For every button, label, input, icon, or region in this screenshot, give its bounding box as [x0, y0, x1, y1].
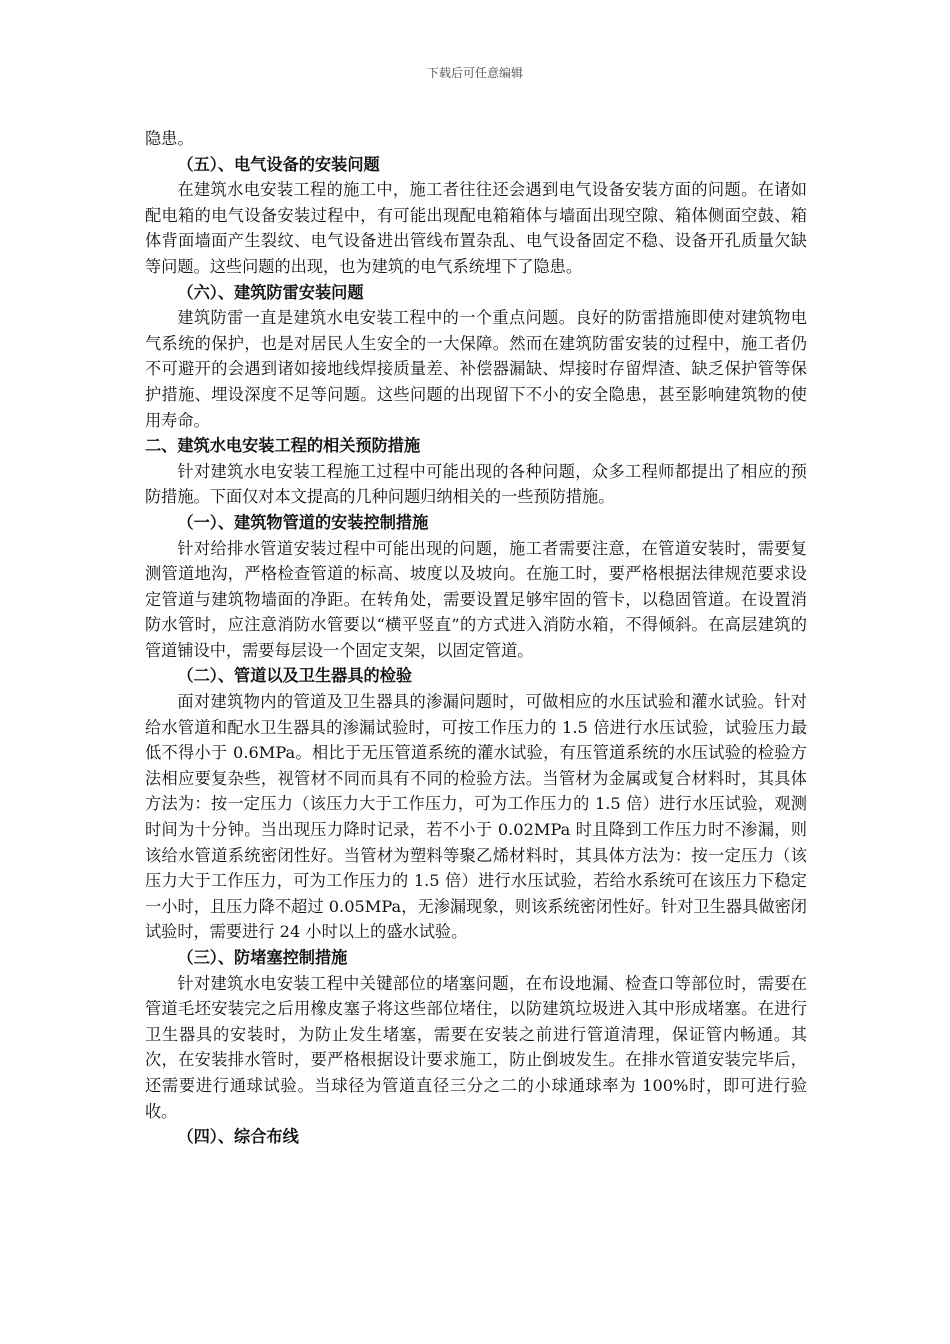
document-body — [145, 126, 807, 1150]
heading-subsection-2: （二）、管道以及卫生器具的检验 — [177, 666, 413, 686]
heading-section-6: （六）、建筑防雷安装问题 — [177, 282, 364, 302]
paragraph-continuation: 隐患。 — [145, 129, 194, 148]
heading-subsection-1: （一）、建筑物管道的安装控制措施 — [177, 512, 429, 532]
page-header: 下载后可任意编辑 — [426, 66, 523, 80]
paragraph-anti-blockage: 针对建筑水电安装工程中关键部位的堵塞问题，在布设地漏、检查口等部位时，需要在管道毛坯安装完之后用橡皮塞子将这些部位堵住，以防建筑垃圾进入其中形成堵塞。在进行卫生器具的安装时，为防止发生堵塞，需要在安装之前进行管道清理，保证管内畅通。其次，在安装排水管时，要严格根据设计要求施工，防止倒坡发生。在排水管道安装完毕后，还需要进行通球试验。当球径为管道直径三分之二的小球通球率为 100%时，即可进行验收。 — [145, 973, 807, 1121]
paragraph-pipe-inspection: 面对建筑物内的管道及卫生器具的渗漏问题时，可做相应的水压试验和灌水试验。针对给水管道和配水卫生器具的渗漏试验时，可按工作压力的 1.5 倍进行水压试验，试验压力最低不得小于 0.6MPa。相比于无压管道系统的灌水试验，有压管道系统的水压试验的检验方法相应要复杂些，视管材不同而具有不同的检验方法。当管材为金属或复合材料时，其具体方法为：按一定压力（该压力大于工作压力，可为工作压力的 1.5 倍）进行水压试验，观测时间为十分钟。当出现压力降时记录，若不小于 0.02MPa 时且降到工作压力时不渗漏，则该给水管道系统密闭性好。当管材为塑料等聚乙烯材料时，其具体方法为：按一定压力（该压力大于工作压力，可为工作压力的 1.5 倍）进行水压试验，若给水系统可在该压力下稳定一小时，且压力降不超过 0.05MPa，无渗漏现象，则该系统密闭性好。针对卫生器具做密闭试验时，需要进行 24 小时以上的盛水试验。 — [145, 692, 807, 942]
paragraph-pipe-installation: 针对给排水管道安装过程中可能出现的问题，施工者需要注意，在管道安装时，需要复测管道地沟，严格检查管道的标高、坡度以及坡向。在施工时，要严格根据法律规范要求设定管道与建筑物墙面的净距。在转角处，需要设置足够牢固的管卡，以稳固管道。在设置消防水管时，应注意消防水管要以“横平竖直”的方式进入消防水箱，不得倾斜。在高层建筑的管道铺设中，需要每层设一个固定支架，以固定管道。 — [145, 538, 807, 660]
heading-subsection-4: （四）、综合布线 — [177, 1127, 299, 1147]
paragraph-prevention-intro: 针对建筑水电安装工程施工过程中可能出现的各种问题，众多工程师都提出了相应的预防措施。下面仅对本文提高的几种问题归纳相关的一些预防措施。 — [145, 461, 807, 507]
heading-section-5: （五）、电气设备的安装问题 — [177, 154, 380, 174]
paragraph-electrical-equipment: 在建筑水电安装工程的施工中，施工者往往还会遇到电气设备安装方面的问题。在诸如配电箱的电气设备安装过程中，有可能出现配电箱箱体与墙面出现空隙、箱体侧面空鼓、箱体背面墙面产生裂纹、电气设备进出管线布置杂乱、电气设备固定不稳、设备开孔质量欠缺等问题。这些问题的出现，也为建筑的电气系统埋下了隐患。 — [145, 180, 807, 276]
heading-part-2: 二、建筑水电安装工程的相关预防措施 — [145, 436, 421, 456]
heading-subsection-3: （三）、防堵塞控制措施 — [177, 948, 348, 967]
paragraph-lightning-protection: 建筑防雷一直是建筑水电安装工程中的一个重点问题。良好的防雷措施即使对建筑物电气系统的保护，也是对居民人生安全的一大保障。然而在建筑防雷安装的过程中，施工者仍不可避开的会遇到诸如接地线焊接质量差、补偿器漏缺、焊接时存留焊渣、缺乏保护管等保护措施、埋设深度不足等问题。这些问题的出现留下不小的安全隐患，甚至影响建筑物的使用寿命。 — [145, 308, 807, 430]
